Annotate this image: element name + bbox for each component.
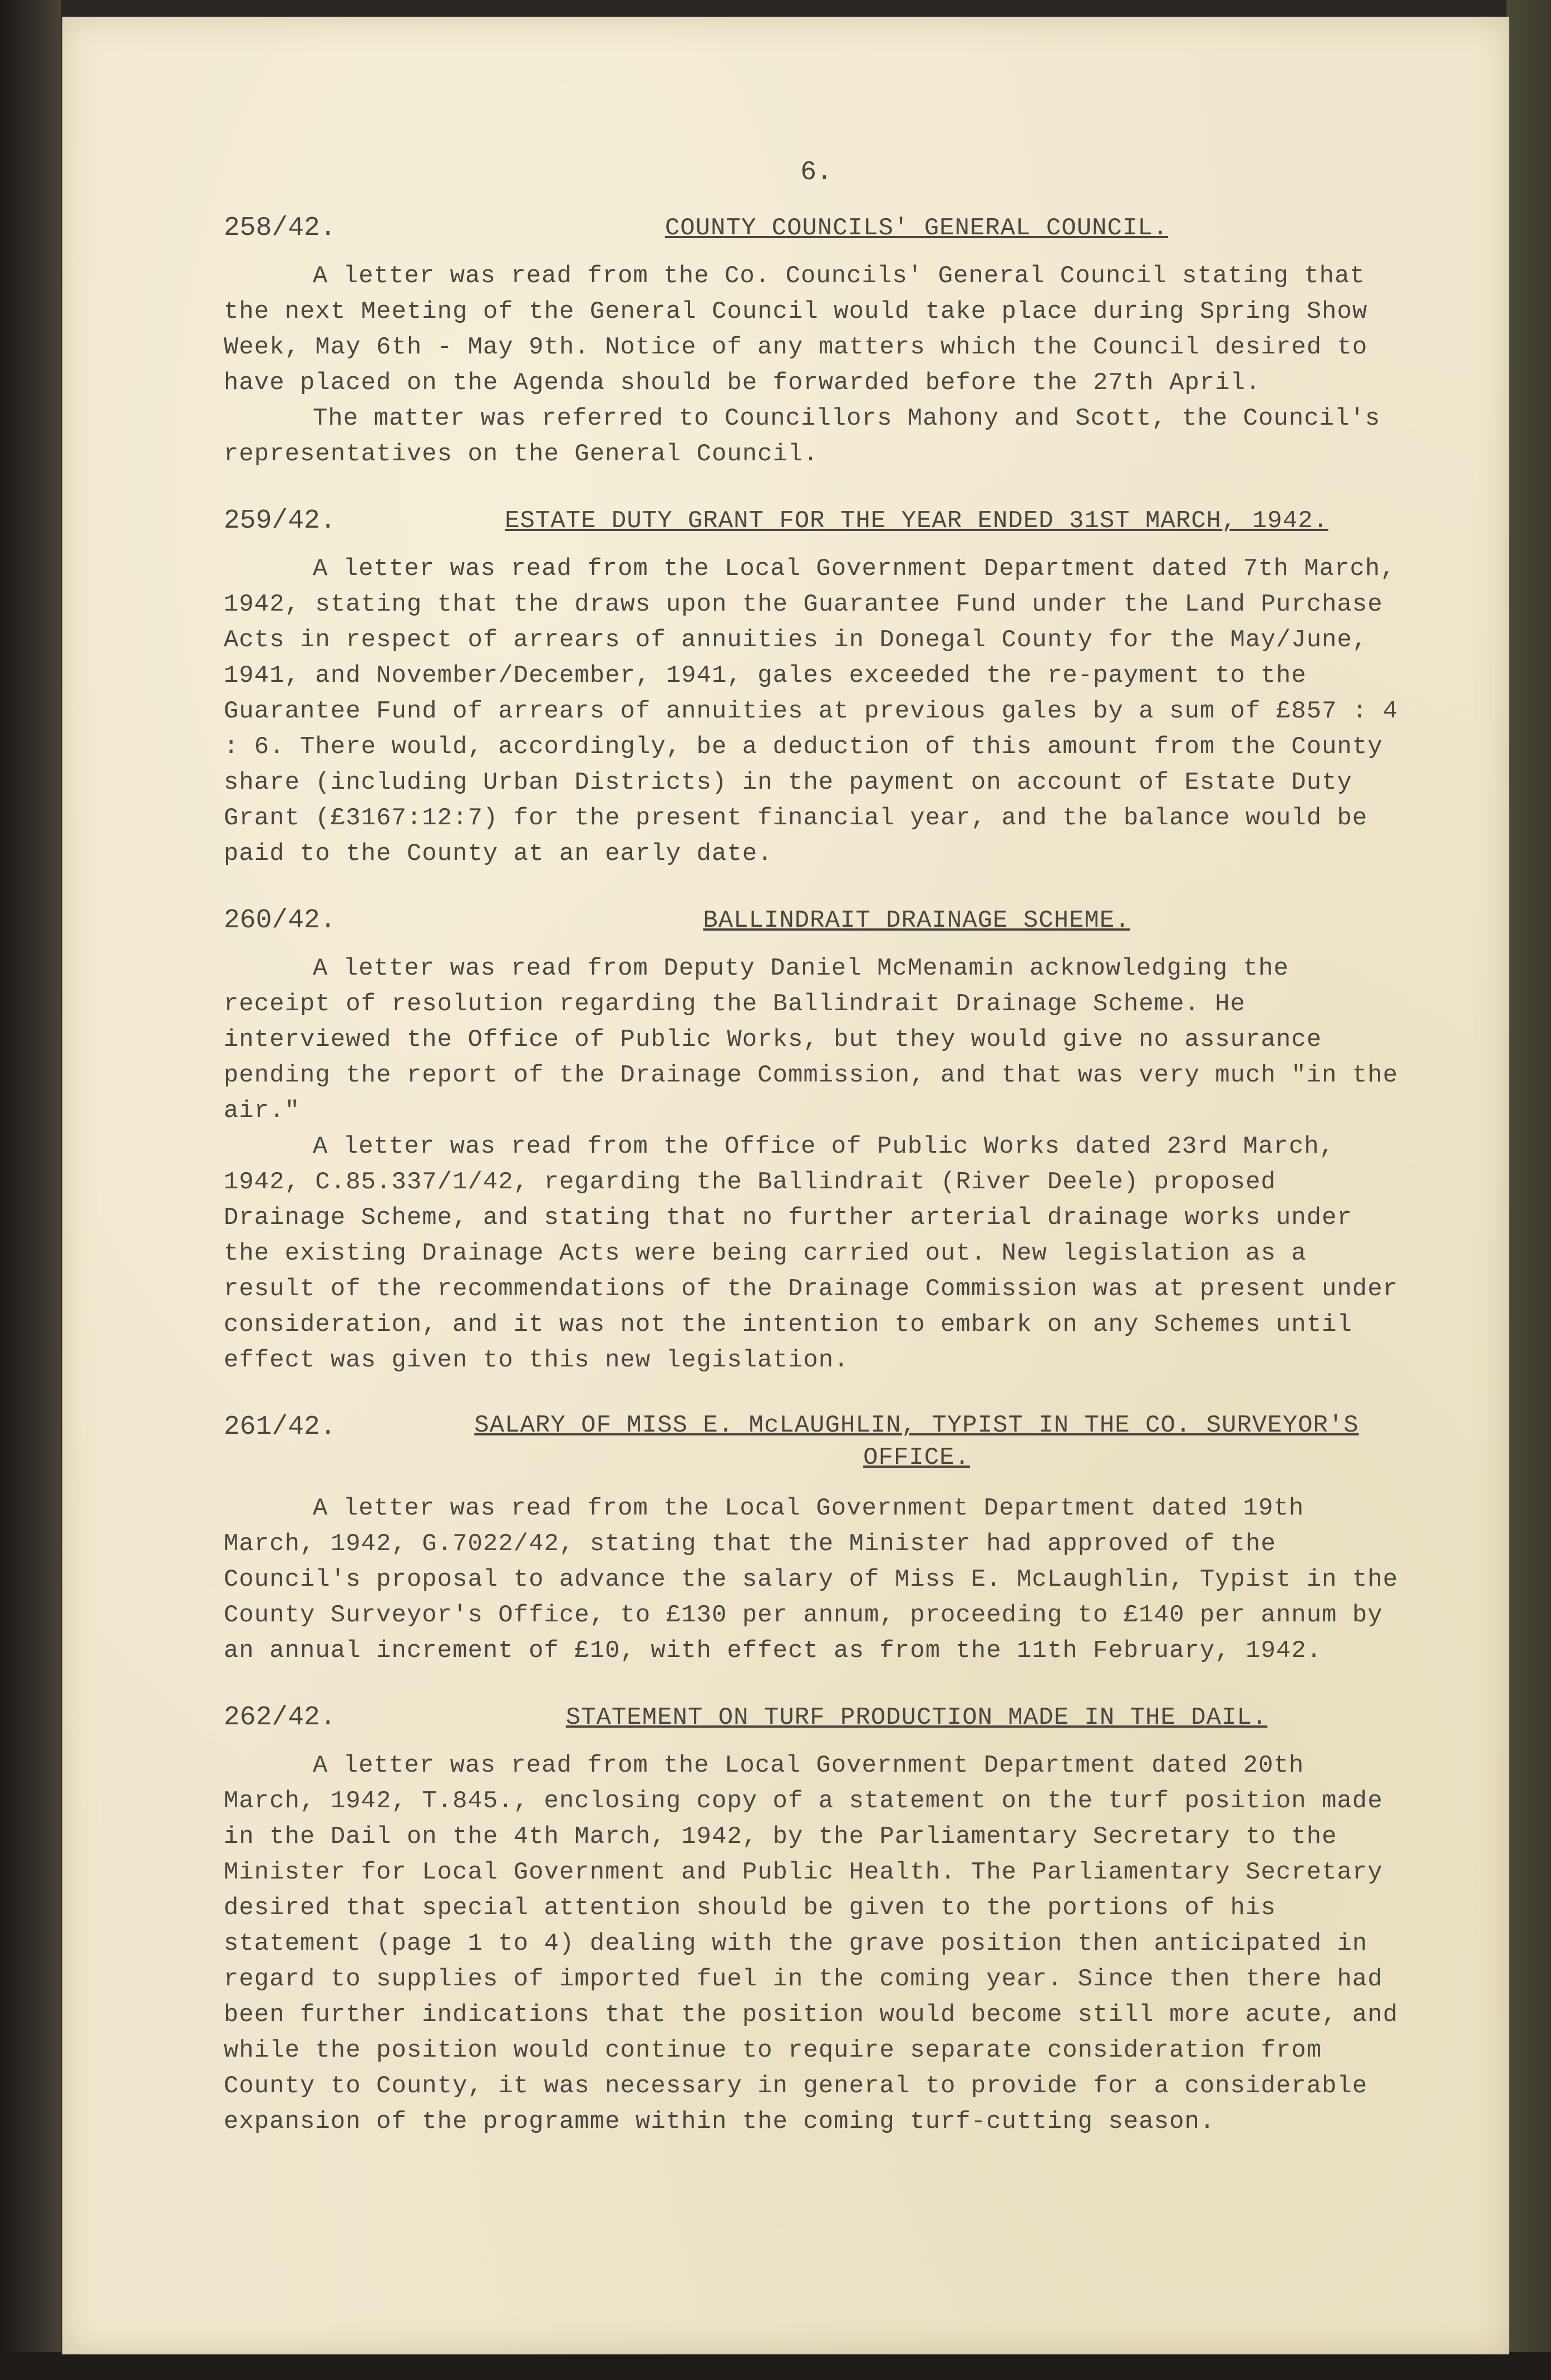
minute-item-262 — [224, 1695, 1409, 2140]
minute-ref: 260/42. — [224, 906, 336, 936]
minute-item-260 — [224, 898, 1409, 1378]
minute-title: ESTATE DUTY GRANT FOR THE YEAR ENDED 31ST MARCH, 1942. — [505, 507, 1328, 535]
bottom-edge — [0, 2352, 1551, 2380]
minute-paragraph: The matter was referred to Councillors Mahony and Scott, the Council's representatives on the General Council. — [224, 405, 1381, 468]
minute-item-258 — [224, 206, 1409, 472]
minute-title: BALLINDRAIT DRAINAGE SCHEME. — [703, 907, 1130, 935]
minute-ref: 262/42. — [224, 1703, 336, 1733]
document-page — [62, 17, 1509, 2354]
page-number: 6. — [800, 158, 833, 188]
minute-title: COUNTY COUNCILS' GENERAL COUNCIL. — [664, 214, 1169, 242]
minute-item-259 — [224, 499, 1409, 872]
minute-title: SALARY OF MISS E. McLAUGHLIN, TYPIST IN THE CO. SURVEYOR'S OFFICE. — [474, 1412, 1359, 1472]
minute-paragraph: A letter was read from the Local Government Department dated 7th March, 1942, stating that the draws upon the Guarantee Fund under the Land Purchase Acts in respect of arrears of annuities in Donegal County for the May/June, 1941, and November/December, 1941, gales exceeded the re-payment to the Guarantee Fund of arrears of annuities at previous gales by a sum of £857 : 4 : 6. There would, accordingly, be a deduction of this amount from the County share (including Urban Districts) in the payment on account of Estate Duty Grant (£3167:12:7) for the present financial year, and the balance would be paid to the County at an early date. — [224, 555, 1399, 868]
minutes-content — [224, 150, 1409, 2166]
minute-ref: 259/42. — [224, 506, 336, 536]
minute-paragraph: A letter was read from the Co. Councils' General Council stating that the next Meeting of the General Council would take place during Spring Show Week, May 6th - May 9th. Notice of any matters which the Council desired to have placed on the Agenda should be forwarded before the 27th April. — [224, 262, 1368, 397]
minute-paragraph: A letter was read from the Office of Public Works dated 23rd March, 1942, C.85.337/1/42, regarding the Ballindrait (River Deele) proposed Drainage Scheme, and stating that no further arterial drainage works under the existing Drainage Acts were being carried out. New legislation as a result of the recommendations of the Drainage Commission was at present under consideration, and it was not the intention to embark on any Schemes until effect was given to this new legislation. — [224, 1133, 1399, 1374]
minute-paragraph: A letter was read from the Local Government Department dated 20th March, 1942, T.845., enclosing copy of a statement on the turf position made in the Dail on the 4th March, 1942, by the Parliamentary Secretary to the Minister for Local Government and Public Health. The Parliamentary Secretary desired that special attention should be given to the portions of his statement (page 1 to 4) dealing with the grave position then anticipated in regard to supplies of imported fuel in the coming year. Since then there had been further indications that the position would become still more acute, and while the position would continue to require separate consideration from County to County, it was necessary in general to provide for a considerable expansion of the programme within the coming turf-cutting season. — [224, 1752, 1399, 2136]
page-edge — [1506, 0, 1551, 2380]
minute-ref: 258/42. — [224, 213, 336, 243]
minute-title: STATEMENT ON TURF PRODUCTION MADE IN THE DAIL. — [565, 1704, 1268, 1732]
minute-paragraph: A letter was read from Deputy Daniel McMenamin acknowledging the receipt of resolution regarding the Ballindrait Drainage Scheme. He interviewed the Office of Public Works, but they would give no assurance pending the report of the Drainage Commission, and that was very much "in the air." — [224, 955, 1399, 1125]
minute-ref: 261/42. — [224, 1412, 336, 1442]
minute-paragraph: A letter was read from the Local Government Department dated 19th March, 1942, G.7022/42, stating that the Minister had approved of the Council's proposal to advance the salary of Miss E. McLaughlin, Typist in the County Surveyor's Office, to £130 per annum, proceeding to £140 per annum by an annual increment of £10, with effect as from the 11th February, 1942. — [224, 1494, 1399, 1665]
book-binding — [0, 0, 61, 2380]
minute-item-261 — [224, 1405, 1409, 1669]
